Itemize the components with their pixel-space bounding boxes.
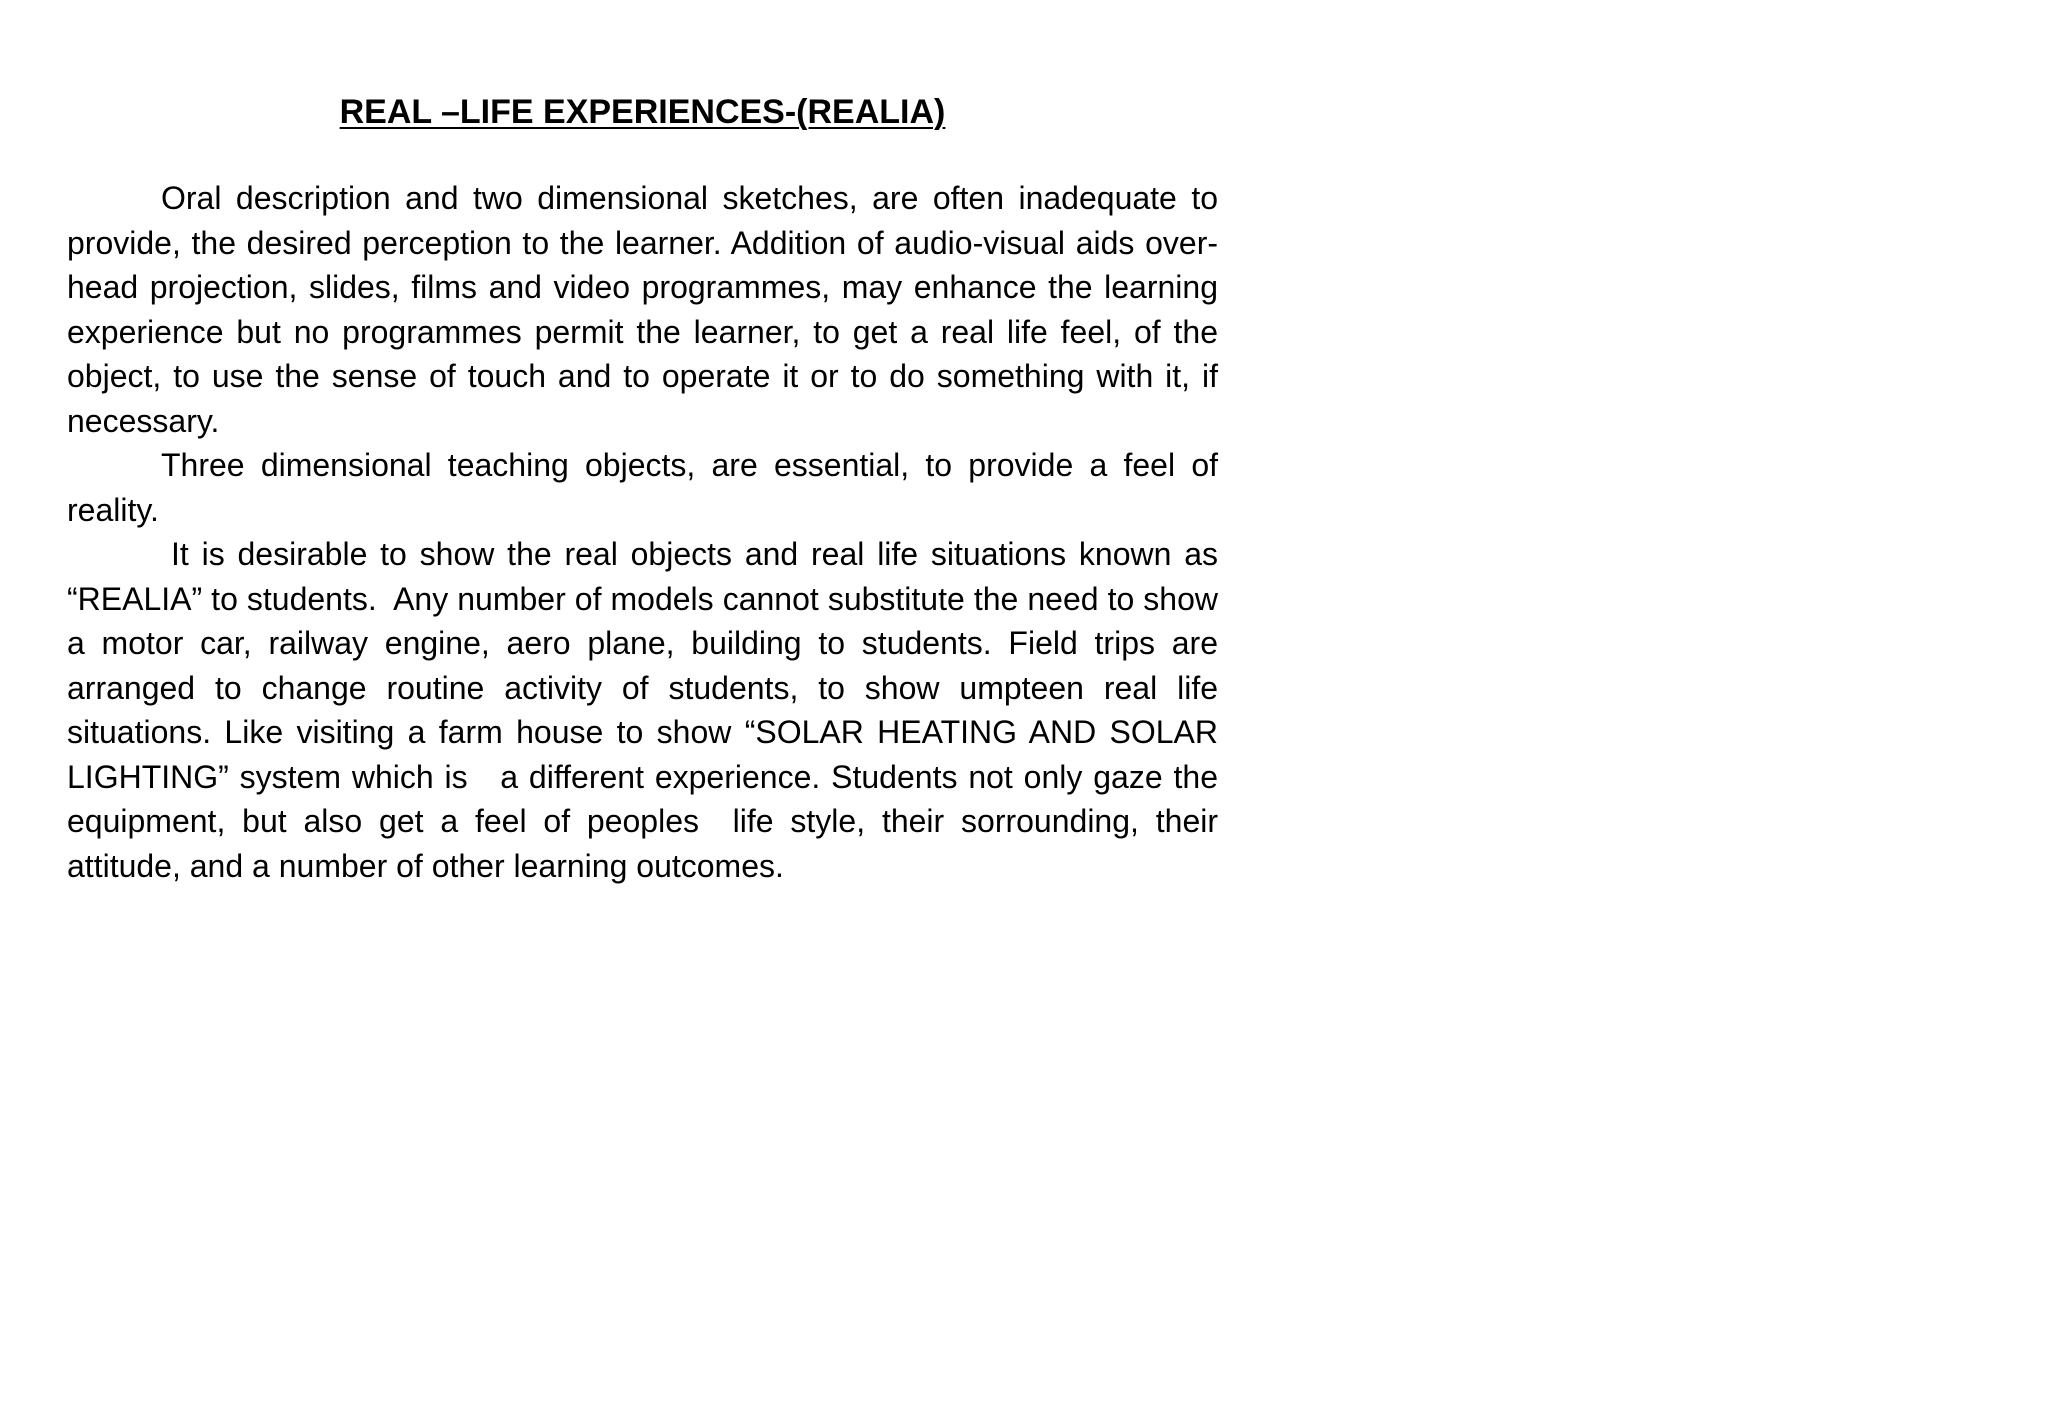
paragraph-realia: It is desirable to show the real objects and real life situations known as “REALIA” to students. Any number of models cannot substitute the need to show a motor car, railway engine, aero plane, building to students. Field trips are arranged to change routine activity of students, to show umpteen real life situations. Like visiting a farm house to show “SOLAR HEATING AND SOLAR LIGHTING” system which is a different experience. Students not only gaze the equipment, but also get a feel of peoples life style, their sorrounding, their attitude, and a number of other learning outcomes. <box>67 536 1227 884</box>
paragraph-three-dimensional-objects: Three dimensional teaching objects, are essential, to provide a feel of reality. <box>67 447 1227 528</box>
document-body <box>67 88 1227 888</box>
paragraph-oral-description: Oral description and two dimensional sketches, are often inadequate to provide, the desired perception to the learner. Addition of audio-visual aids over-head projection, slides, films and video programmes, may enhance the learning experience but no programmes permit the learner, to get a real life feel, of the object, to use the sense of touch and to operate it or to do something with it, if necessary. <box>67 180 1227 439</box>
document-title: REAL –LIFE EXPERIENCES-(REALIA) <box>339 93 946 131</box>
